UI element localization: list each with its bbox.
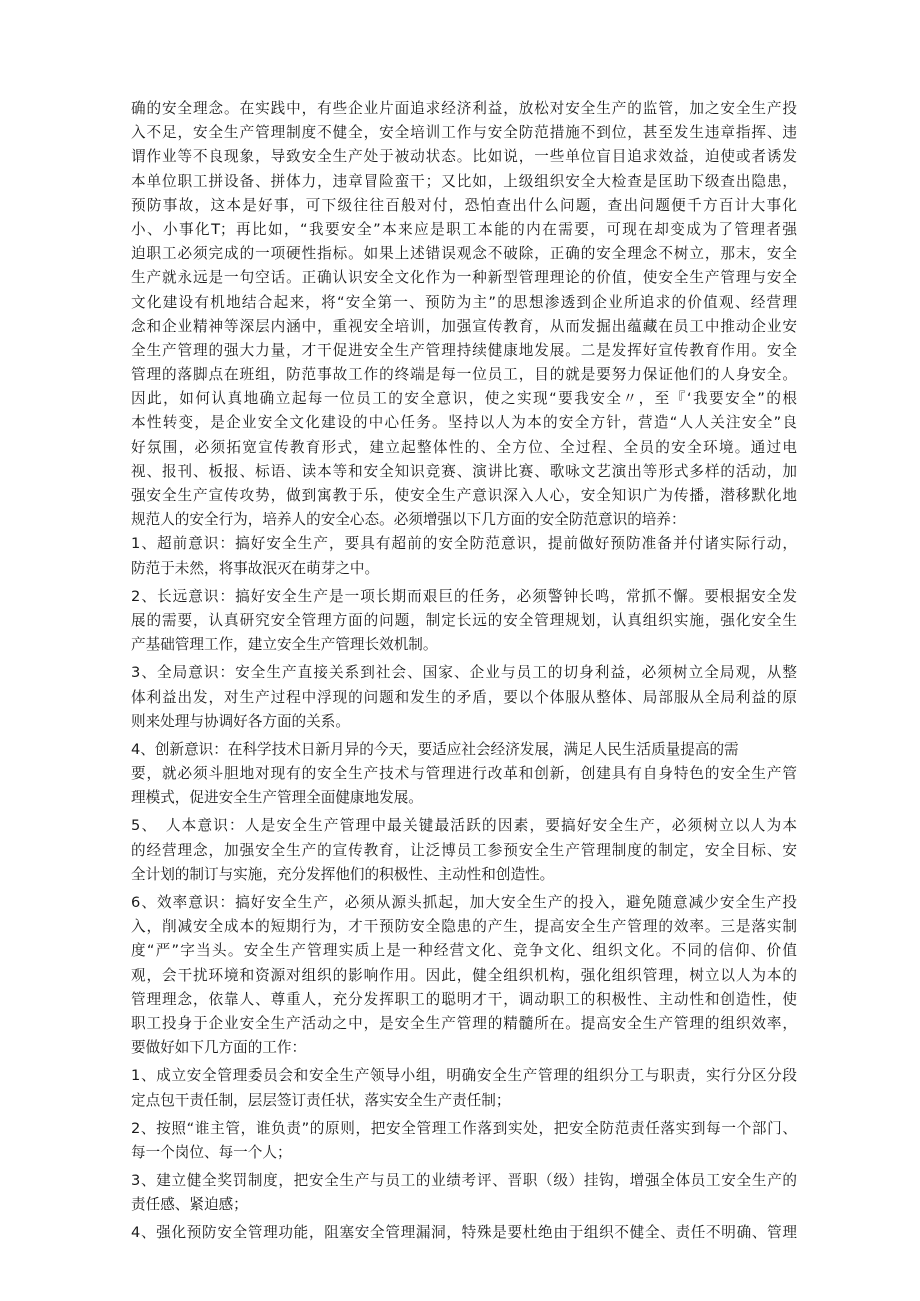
list-item-line: 2、按照“谁主管，谁负责”的原则，把安全管理工作落到实处，把安全防范责任落实到每一个部门、 — [131, 1119, 797, 1137]
text-line: 全生产管理的强大力量，才干促进安全生产管理持续健康地发展。二是发挥好宣传教育作用。安全 — [131, 341, 797, 359]
list-item-line: 6、效率意识：搞好安全生产，必须从源头抓起，加大安全生产的投入，避免随意减少安全生产投 — [131, 894, 797, 911]
text-line: 本性转变，是企业安全文化建设的中心任务。坚持以人为本的安全方针，营造“人人关注安全”良 — [131, 414, 797, 432]
text-line: 好氛围，必须拓宽宣传教育形式，建立起整体性的、全方位、全过程、全员的安全环境。通过电 — [131, 438, 797, 456]
text-line: 确的安全理念。在实践中，有些企业片面追求经济利益，放松对安全生产的监管，加之安全生产投 — [131, 100, 797, 117]
list-item-line: 观，会干扰环境和资源对组织的影响作用。因此，健全组织机构，强化组织管理，树立以人为本的 — [131, 966, 797, 984]
text-line: 因此，如何认真地确立起每一位员工的安全意识，使之实现“要我安全〃，至『‘我要安全”的根 — [131, 390, 797, 408]
list-item-line: 1、超前意识：搞好安全生产，要具有超前的安全防范意识，提前做好预防准备并付诸实际行动， — [131, 535, 797, 553]
list-item-line: 3、全局意识：安全生产直接关系到社会、国家、企业与员工的切身利益，必须树立全局观，从整 — [131, 664, 797, 682]
list-item-line: 要做好如下几方面的工作： — [131, 1039, 307, 1057]
list-item-line: 度“严”字当头。安全生产管理实质上是一种经营文化、竞争文化、组织文化。不同的信仰、价值 — [131, 942, 797, 960]
list-item-line: 入，削减安全成本的短期行为，才干预防安全隐患的产生，提高安全生产管理的效率。三是落实制 — [131, 918, 797, 936]
list-item-line: 体利益出发，对生产过程中浮现的问题和发生的矛盾，要以个体服从整体、局部服从全局利益的原 — [131, 688, 797, 706]
text-line: 念和企业精神等深层内涵中，重视安全培训，加强宣传教育，从而发掘出蕴藏在员工中推动企业安 — [131, 317, 797, 335]
list-item-line: 管理理念，依靠人、尊重人，充分发挥职工的聪明才干，调动职工的积极性、主动性和创造性，使 — [131, 990, 797, 1008]
list-item-line: 5、 人本意识：人是安全生产管理中最关键最活跃的因素，要搞好安全生产，必须树立以人为本 — [131, 817, 797, 835]
text-line: 预防事故，这本是好事，可下级往往百般对付，恐怕查出什么问题，查出问题便千方百计大事化 — [131, 196, 797, 214]
list-item-line: 职工投身于企业安全生产活动之中，是安全生产管理的精髓所在。提高安全生产管理的组织效率， — [131, 1014, 797, 1032]
list-item-line: 责任感、紧迫感； — [131, 1196, 248, 1214]
list-item-line: 1、成立安全管理委员会和安全生产领导小组，明确安全生产管理的组织分工与职责，实行分区分段 — [131, 1067, 797, 1085]
text-line: 管理的落脚点在班组，防范事故工作的终端是每一位员工，目的就是要努力保证他们的人身安全。 — [131, 366, 797, 384]
text-line: 谓作业等不良现象，导致安全生产处于被动状态。比如说，一些单位盲目追求效益，迫使或者诱发 — [131, 148, 797, 166]
list-item-line: 的经营理念，加强安全生产的宣传教育，让泛博员工参预安全生产管理制度的制定，安全目标、安 — [131, 841, 797, 859]
list-item-line: 2、长远意识：搞好安全生产是一项长期而艰巨的任务，必须警钟长鸣，常抓不懈。要根据安全发 — [131, 587, 797, 605]
text-line: 小、小事化T；再比如，“我要安全”本来应是职工本能的内在需要，可现在却变成为了管理者强 — [131, 220, 797, 238]
list-item-line: 4、强化预防安全管理功能，阻塞安全管理漏洞，特殊是要杜绝由于组织不健全、责任不明确、管理 — [131, 1224, 797, 1242]
text-line: 入不足，安全生产管理制度不健全，安全培训工作与安全防范措施不到位，甚至发生违章指挥、违 — [131, 124, 797, 142]
text-line: 文化建设有机地结合起来，将“安全第一、预防为主”的思想渗透到企业所追求的价值观、经营理 — [131, 293, 797, 311]
list-item-line: 防范于未然，将事故泯灭在萌芽之中。 — [131, 559, 380, 577]
text-line: 生产就永远是一句空话。正确认识安全文化作为一种新型管理理论的价值，使安全生产管理与安全 — [131, 269, 797, 287]
text-line: 本单位职工拼设备、拼体力，违章冒险蛮干；又比如，上级组织安全大检查是匡助下级查出隐患， — [131, 172, 797, 190]
list-item-line: 4、创新意识：在科学技术日新月异的今天，要适应社会经济发展，满足人民生活质量提高的需 — [131, 740, 739, 758]
text-line: 强安全生产宣传攻势，做到寓教于乐，使安全生产意识深入人心，安全知识广为传播，潜移默化地 — [131, 487, 797, 504]
list-item-line: 3、建立健全奖罚制度，把安全生产与员工的业绩考评、晋职（级）挂钩，增强全体员工安全生产的 — [131, 1172, 797, 1190]
text-line: 规范人的安全行为，培养人的安全心态。必须增强以下几方面的安全防范意识的培养： — [131, 511, 686, 529]
list-item-line: 展的需要，认真研究安全管理方面的问题，制定长远的安全管理规划，认真组织实施，强化安全生 — [131, 611, 797, 629]
list-item-line: 理模式，促进安全生产管理全面健康地发展。 — [131, 789, 423, 807]
list-item-line: 则来处理与协调好各方面的关系。 — [131, 712, 350, 730]
list-item-line: 产基础管理工作，建立安全生产管理长效机制。 — [131, 636, 438, 654]
document-body — [131, 97, 797, 1246]
text-line: 迫职工必须完成的一项硬性指标。如果上述错误观念不破除，正确的安全理念不树立，那末，安全 — [131, 245, 797, 263]
list-item-line: 全计划的制订与实施，充分发挥他们的积极性、主动性和创造性。 — [131, 865, 555, 883]
list-item-line: 每一个岗位、每一个人； — [131, 1143, 292, 1161]
list-item-line: 要，就必须斗胆地对现有的安全生产技术与管理进行改革和创新，创建具有自身特色的安全生产管 — [131, 765, 797, 783]
text-line: 视、报刊、板报、标语、读本等和安全知识竞赛、演讲比赛、歌咏文艺演出等形式多样的活动，加 — [131, 462, 797, 480]
list-item-line: 定点包干责任制，层层签订责任状，落实安全生产责任制； — [131, 1091, 511, 1109]
